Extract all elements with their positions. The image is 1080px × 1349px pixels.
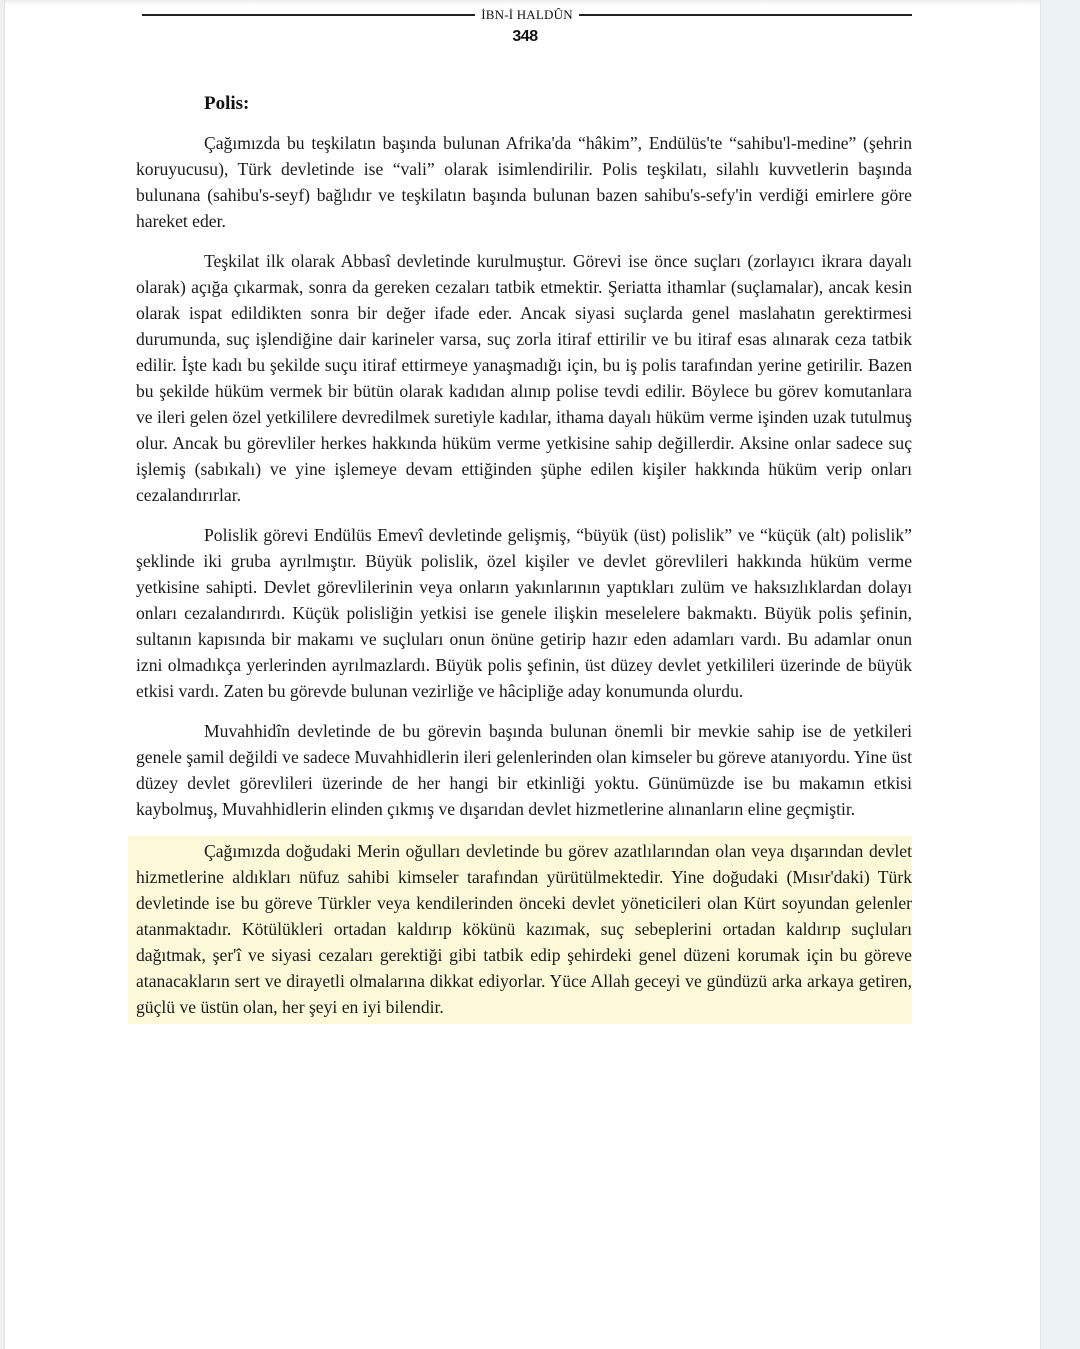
paragraph-2: Teşkilat ilk olarak Abbasî devletinde kurulmuştur. Görevi ise önce suçları (zorlayıcı ikrara dayalı olarak) açığa çıkarmak, sonra da gereken cezaları tatbik etmektir. Şeriatta ithamlar (suçlamalar), ancak kesin olarak ispat edildikten sonra bir değer ifade eder. Ancak siyasi suçlarda genel maslahatın gerektirmesi durumunda, suç işlendiğine dair karineler varsa, suç zorla itiraf ettirilir ve bu itiraf esas alınarak ceza tatbik edilir. İşte kadı bu şekilde suçu itiraf ettirmeye yanaşmadığı için, bu iş polis tarafından yerine getirilir. Bazen bu şekilde hüküm vermek bir bütün olarak kadıdan alınıp polise tevdi edilir. Böylece bu görev komutanlara ve ileri gelen özel yetkililere devredilmek suretiyle kadılar, ithama dayalı hüküm verme işinden uzak tutulmuş olur. Ancak bu görevliler herkes hakkında hüküm verme yetkisine sahip değillerdir. Aksine onlar sadece suç işlemiş (sabıkalı) ve yine işlemeye devam ettiğinden şüphe edilen kişiler hakkında hüküm verip onları cezalandırırlar.	[136, 251, 912, 505]
paragraph-1: Çağımızda bu teşkilatın başında bulunan Afrika'da “hâkim”, Endülüs'te “sahibu'l-medine” (şehrin koruyucusu), Türk devletinde ise “vali” olarak isimlendirilir. Polis teşkilatı, silahlı kuvvetlerin başında bulunana (sahibu's-seyf) bağlıdır ve teşkilatın başında bulunan bazen sahibu's-sefy'in verdiği emirlere göre hareket eder.	[136, 133, 912, 231]
viewer-top-shadow	[0, 0, 1040, 5]
running-title: İBN-İ HALDÛN	[481, 7, 573, 22]
highlighted-paragraph[interactable]: Çağımızda doğudaki Merin oğulları devletinde bu görev azatlılarından olan veya dışarından devlet hizmetlerine aldıkları nüfuz sahibi kimseler tarafından yürütülmektedir. Yine doğudaki (Mısır'daki) Türk devletinde ise bu göreve Türkler veya kendilerinden önceki devlet yöneticileri olan Kürt soyundan gelenler atanmaktadır. Kötülükleri ortadan kaldırıp kökünü kazımak, suç sebeplerini ortadan kaldırıp suçluları dağıtmak, şer'î ve siyasi cezaları gerektiği gibi tatbik edip şehirdeki genel düzeni korumak için bu göreve atanacakların sert ve dirayetli olmalarına dikkat ediyorlar. Yüce Allah geceyi ve gündüzü arka arkaya getiren, güçlü ve üstün olan, her şeyi en iyi bilendir.	[128, 836, 912, 1024]
paragraph-4: Muvahhidîn devletinde de bu görevin başında bulunan önemli bir mevkie sahip ise de yetkileri genele şamil değildi ve sadece Muvahhidlerin ileri gelenlerinden olan kimseler bu göreve atanıyordu. Yine üst düzey devlet görevlileri üzerinde de her hangi bir etkinliği yoktu. Günümüzde ise bu makamın etkisi kaybolmuş, Muvahhidlerin elinden çıkmış ve dışarıdan devlet hizmetlerine alınanların eline geçmiştir.	[136, 721, 912, 819]
page-number: 348	[512, 28, 538, 45]
paragraph-3: Polislik görevi Endülüs Emevî devletinde gelişmiş, “büyük (üst) polislik” ve “küçük (alt) polislik” şeklinde iki gruba ayrılmıştır. Büyük polislik, özel kişiler ve devlet görevlileri hakkında hüküm verme yetkisine sahipti. Devlet görevlilerinin veya onların yakınlarının yaptıkları zulüm ve haksızlıklardan dolayı onları cezalandırırdı. Küçük polisliğin yetkisi ise genele ilişkin meselelere bakmaktı. Büyük polis şefinin, sultanın kapısında bir makamı ve suçluları onun önüne getirip hazır eden adamları vardı. Bu adamlar onun izni olmadıkça yerlerinden ayrılmazlardı. Büyük polis şefinin, üst düzey devlet yetkilileri üzerinde de büyük etkisi vardı. Zaten bu görevde bulunan vezirliğe ve hâcipliğe aday konumunda olurdu.	[136, 525, 912, 701]
running-header	[142, 6, 912, 24]
page-body	[136, 90, 912, 1038]
header-rule-left	[142, 14, 475, 16]
viewer-scroll-track[interactable]	[1040, 0, 1080, 1349]
header-rule-right	[579, 14, 912, 16]
section-heading: Polis:	[204, 93, 250, 114]
viewer-left-edge	[0, 0, 5, 1349]
